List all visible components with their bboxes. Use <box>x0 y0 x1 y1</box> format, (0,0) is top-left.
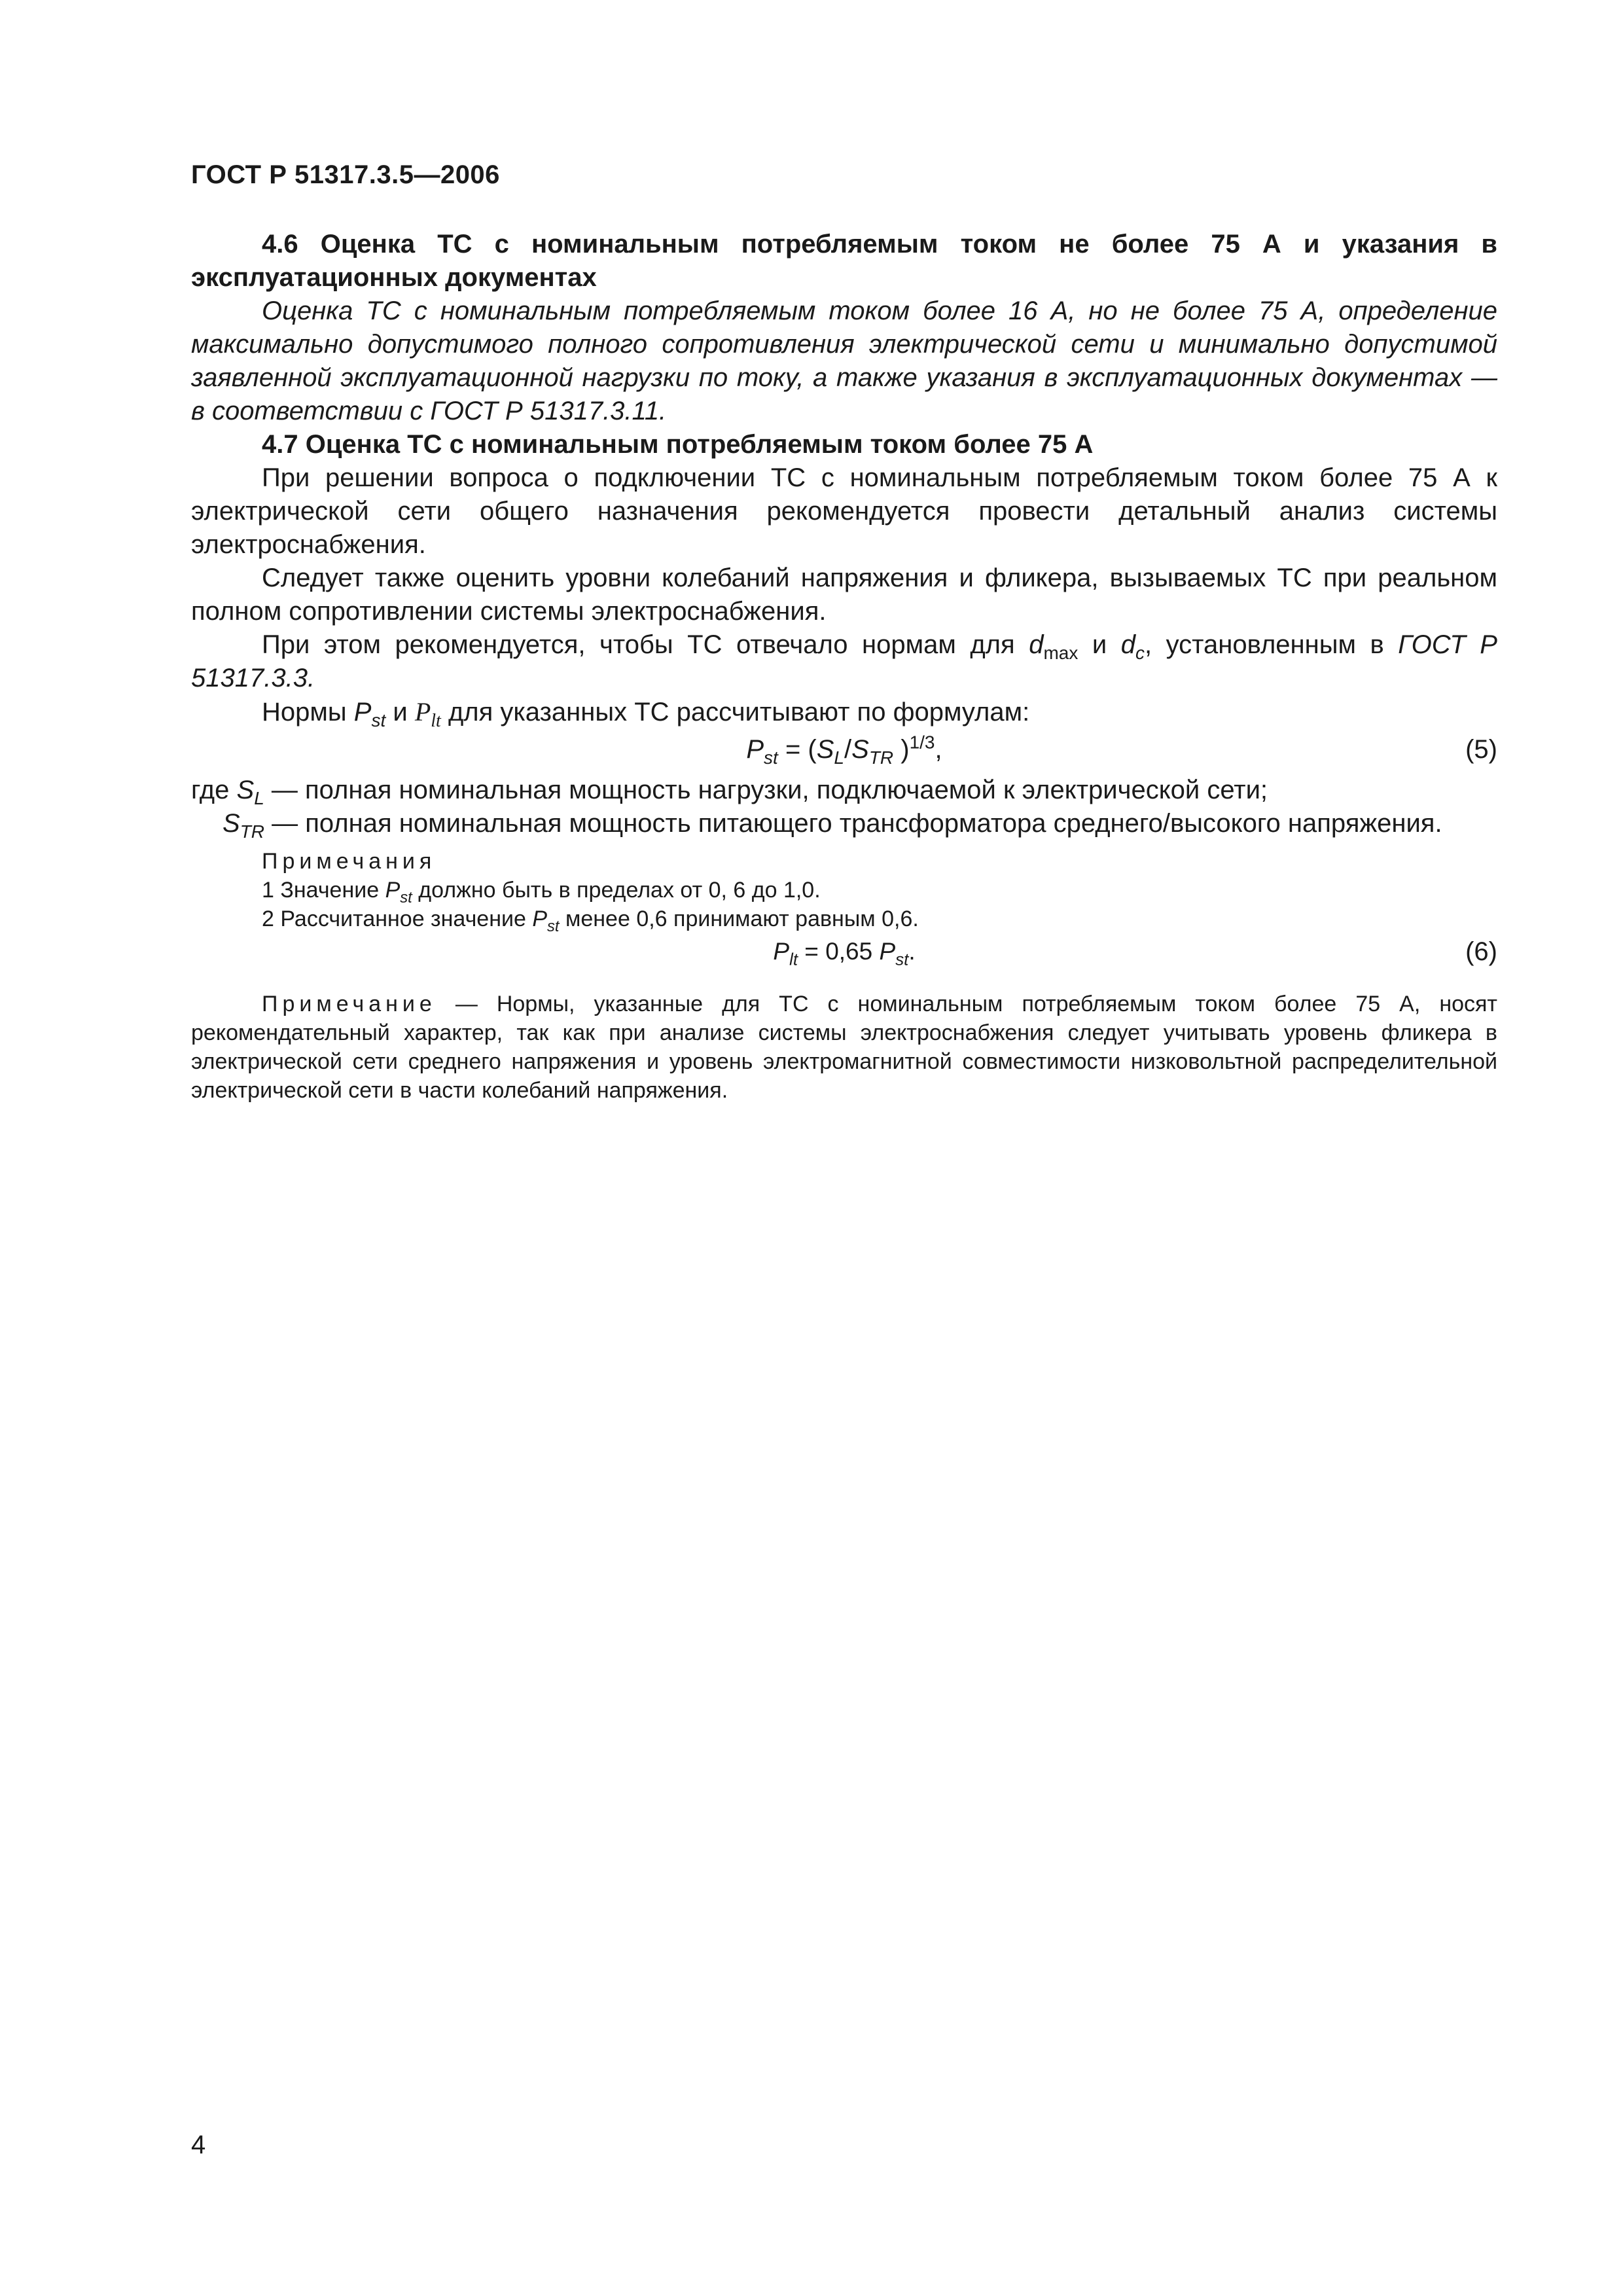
formula-6 <box>191 937 1497 970</box>
section-4-6-heading: 4.6 Оценка ТС с номинальным потребляемым током не более 75 А и указания в эксплуатационных документах <box>191 230 1497 292</box>
section-4-7-para3 <box>191 628 1497 695</box>
final-note-label: Примечание <box>262 992 437 1016</box>
notes-block <box>191 847 1497 1105</box>
section-4-7-heading: 4.7 Оценка ТС с номинальным потребляемым током более 75 А <box>262 430 1094 459</box>
dc-sub: c <box>1135 643 1145 663</box>
para3-post: , установленным в <box>1144 630 1384 659</box>
para4-post: для указанных ТС рассчитывают по формулам: <box>448 698 1030 726</box>
final-note <box>191 990 1497 1105</box>
dc-symbol: d <box>1120 630 1135 659</box>
plt-sub: lt <box>431 711 441 731</box>
d-symbol: d <box>1029 630 1044 659</box>
notes-title: Примечания <box>262 849 437 874</box>
formula-6-expression: $P_{lt} = 0,65$ $P_{st}$. <box>773 938 916 969</box>
pst-symbol: P <box>353 698 372 726</box>
document-header: ГОСТ Р 51317.3.5—2006 <box>191 160 500 189</box>
formula-5-expression: $P_{st} = (S_L/S_{TR}$ )$^{1/3}$, <box>746 732 942 768</box>
document-body <box>191 228 1497 1105</box>
section-4-7-para2: Следует также оценить уровни колебаний напряжения и фликера, вызываемых ТС при реальном полном сопротивлении системы электроснабжения. <box>191 564 1497 626</box>
para3-and: и <box>1092 630 1107 659</box>
para3-ref: ГОСТ Р 51317.3.3. <box>191 630 1497 692</box>
section-4-6-body: Оценка ТС с номинальным потребляемым током более 16 А, но не более 75 А, определение максимально допустимого полного сопротивления электрической сети и минимально допустимой заявленной эксплуатационной нагрузки по току, а также указания в эксплуатационных документах — в соответствии с ГОСТ Р 51317.3.11. <box>191 296 1497 425</box>
formula-5-number: (5) <box>1465 735 1497 764</box>
note-2: 2 Рассчитанное значение $P_{st}$ менее 0,6 принимают равным 0,6. <box>262 906 919 935</box>
para4-pre: Нормы <box>262 698 347 726</box>
final-note-text: — Нормы, указанные для ТС с номинальным потребляемым током более 75 А, носят рекомендательный характер, так как при анализе системы электроснабжения следует учитывать уровень фликера в электрической сети среднего напряжения и уровень электромагнитной совместимости низковольтной распределительной электрической сети в части колебаний напряжения. <box>191 992 1497 1103</box>
formula-6-number: (6) <box>1465 937 1497 966</box>
where-line-1: где $S_L$ — полная номинальная мощность нагрузки, подключаемой к электрической сети; <box>191 776 1268 808</box>
pst-sub: st <box>371 710 386 730</box>
plt-symbol: P <box>414 697 431 726</box>
where-line-2: $S_{TR}$ — полная номинальная мощность питающего трансформатора среднего/высокого напряжения. <box>223 809 1442 842</box>
para3-pre: При этом рекомендуется, чтобы ТС отвечало нормам для <box>262 630 1015 659</box>
formula-5 <box>191 733 1497 771</box>
section-4-7-para1: При решении вопроса о подключении ТС с номинальным потребляемым током более 75 А к электрической сети общего назначения рекомендуется провести детальный анализ системы электроснабжения. <box>191 463 1497 559</box>
note-1: 1 Значение $P_{st}$ должно быть в пределах от 0, 6 до 1,0. <box>262 878 821 906</box>
page-number: 4 <box>191 2130 206 2159</box>
dmax-sub: max <box>1043 643 1079 663</box>
section-4-7-para4 <box>191 695 1497 729</box>
para4-and: и <box>393 698 408 726</box>
